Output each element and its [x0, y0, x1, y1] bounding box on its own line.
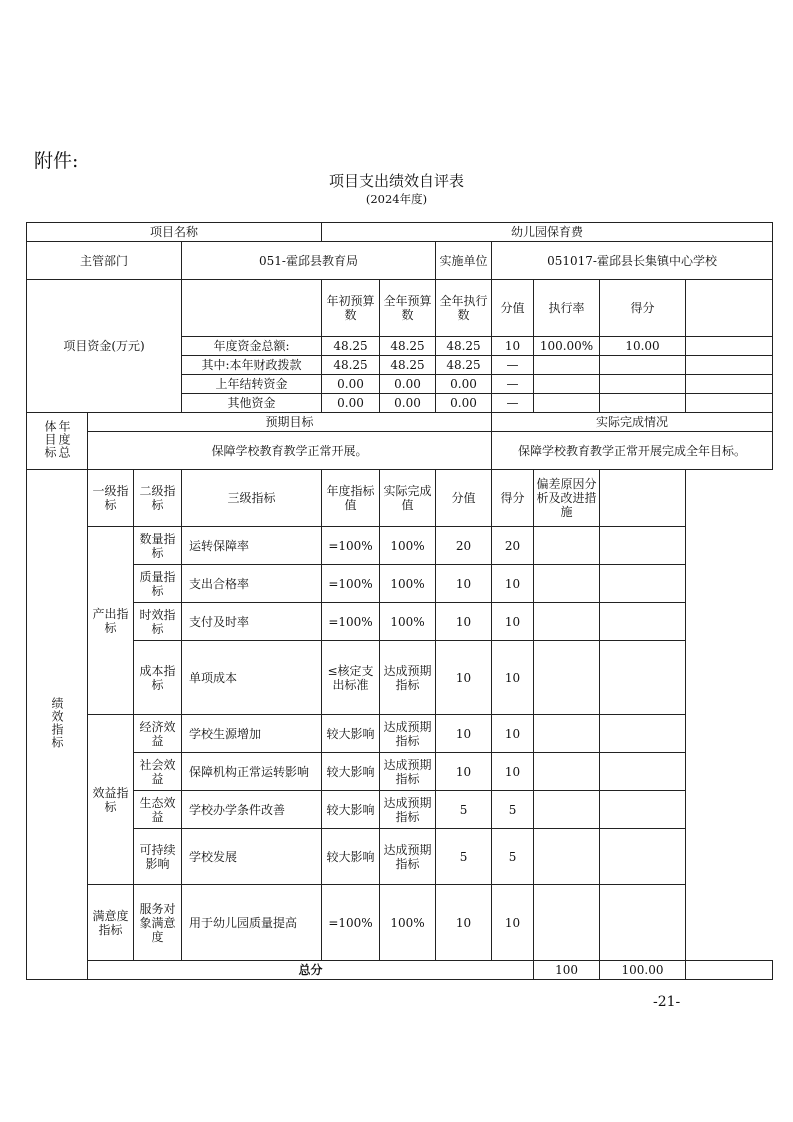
extra-cell	[600, 753, 686, 791]
level3-cell: 单项成本	[182, 641, 322, 715]
score-value-cell: 20	[436, 527, 492, 565]
target-cell: 较大影响	[322, 753, 380, 791]
extra-cell	[600, 641, 686, 715]
target-cell: 较大影响	[322, 715, 380, 753]
funds-header-blank	[182, 280, 322, 337]
indicators-label: 绩效指标	[50, 697, 64, 749]
funds-label: 项目资金(万元)	[27, 280, 182, 413]
level3-cell: 运转保障率	[182, 527, 322, 565]
deviation-cell	[534, 565, 600, 603]
actual-cell: 达成预期指标	[380, 829, 436, 885]
funds-header-row	[27, 280, 773, 337]
funds-header-score-value: 分值	[492, 280, 534, 337]
funds-row-initial: 0.00	[322, 375, 380, 394]
score-cell: 10	[492, 603, 534, 641]
deviation-cell	[534, 641, 600, 715]
total-label: 总分	[88, 961, 534, 980]
funds-row-score-value: —	[492, 375, 534, 394]
indicator-row	[27, 641, 773, 715]
total-score-value: 100	[534, 961, 600, 980]
ind-header-target: 年度指标值	[322, 470, 380, 527]
indicator-row	[27, 715, 773, 753]
score-value-cell: 10	[436, 641, 492, 715]
target-cell: =100%	[322, 603, 380, 641]
total-row	[27, 961, 773, 980]
funds-row-full-year: 48.25	[380, 356, 436, 375]
funds-header-score: 得分	[600, 280, 686, 337]
score-cell: 5	[492, 829, 534, 885]
funds-row-initial: 48.25	[322, 337, 380, 356]
funds-row-initial: 48.25	[322, 356, 380, 375]
dept-value: 051-霍邱县教育局	[182, 242, 436, 280]
score-cell: 10	[492, 753, 534, 791]
form-title: 项目支出绩效自评表	[328, 172, 464, 190]
funds-row-score-value: —	[492, 356, 534, 375]
goals-expected-label: 预期目标	[88, 413, 492, 432]
ind-header-extra	[600, 470, 686, 527]
target-cell: 较大影响	[322, 791, 380, 829]
score-cell: 20	[492, 527, 534, 565]
goals-label: 年度总体目标	[43, 420, 71, 459]
funds-row-rate: 100.00%	[534, 337, 600, 356]
funds-row-score: 10.00	[600, 337, 686, 356]
funds-header-executed: 全年执行数	[436, 280, 492, 337]
ind-header-level1: 一级指标	[88, 470, 134, 527]
funds-row-initial: 0.00	[322, 394, 380, 413]
target-cell: 较大影响	[322, 829, 380, 885]
score-value-cell: 10	[436, 715, 492, 753]
score-value-cell: 10	[436, 753, 492, 791]
level2-cell: 生态效益	[134, 791, 182, 829]
actual-cell: 100%	[380, 885, 436, 961]
goals-row	[27, 432, 773, 470]
score-value-cell: 10	[436, 603, 492, 641]
level2-cell: 时效指标	[134, 603, 182, 641]
score-value-cell: 5	[436, 829, 492, 885]
actual-cell: 达成预期指标	[380, 753, 436, 791]
funds-row-full-year: 0.00	[380, 375, 436, 394]
target-cell: =100%	[322, 885, 380, 961]
indicators-header-row	[27, 470, 773, 527]
extra-cell	[600, 829, 686, 885]
level3-cell: 支付及时率	[182, 603, 322, 641]
level1-cell: 满意度指标	[88, 885, 134, 961]
ind-header-deviation: 偏差原因分析及改进措施	[534, 470, 600, 527]
indicator-row	[27, 565, 773, 603]
funds-header-full-year: 全年预算数	[380, 280, 436, 337]
indicator-row	[27, 527, 773, 565]
indicators-label-cell	[27, 470, 88, 980]
indicator-row	[27, 885, 773, 961]
actual-cell: 100%	[380, 565, 436, 603]
extra-cell	[600, 565, 686, 603]
department-row	[27, 242, 773, 280]
score-value-cell: 10	[436, 565, 492, 603]
unit-label: 实施单位	[436, 242, 492, 280]
funds-row-score	[600, 356, 686, 375]
funds-row-label: 其中:本年财政拨款	[182, 356, 322, 375]
funds-row-full-year: 48.25	[380, 337, 436, 356]
indicator-row	[27, 829, 773, 885]
score-cell: 10	[492, 565, 534, 603]
score-value-cell: 5	[436, 791, 492, 829]
level2-cell: 社会效益	[134, 753, 182, 791]
funds-row-score-value: —	[492, 394, 534, 413]
goals-actual: 保障学校教育教学正常开展完成全年目标。	[492, 432, 773, 470]
extra-cell	[600, 885, 686, 961]
funds-row-rate	[534, 394, 600, 413]
unit-value: 051017-霍邱县长集镇中心学校	[492, 242, 773, 280]
level3-cell: 保障机构正常运转影响	[182, 753, 322, 791]
target-cell: ≤核定支出标准	[322, 641, 380, 715]
form-year: (2024年度)	[365, 192, 428, 206]
actual-cell: 达成预期指标	[380, 641, 436, 715]
target-cell: =100%	[322, 527, 380, 565]
performance-table	[26, 222, 773, 980]
actual-cell: 100%	[380, 527, 436, 565]
project-name-value: 幼儿园保育费	[322, 223, 773, 242]
funds-header-initial: 年初预算数	[322, 280, 380, 337]
level2-cell: 可持续影响	[134, 829, 182, 885]
funds-row-score	[600, 394, 686, 413]
project-name-label: 项目名称	[27, 223, 322, 242]
ind-header-score: 得分	[492, 470, 534, 527]
ind-header-level3: 三级指标	[182, 470, 322, 527]
level2-cell: 成本指标	[134, 641, 182, 715]
funds-row-full-year: 0.00	[380, 394, 436, 413]
level2-cell: 服务对象满意度	[134, 885, 182, 961]
funds-row-executed: 0.00	[436, 375, 492, 394]
goals-label-cell	[27, 413, 88, 470]
score-cell: 5	[492, 791, 534, 829]
level2-cell: 数量指标	[134, 527, 182, 565]
actual-cell: 100%	[380, 603, 436, 641]
funds-row-extra	[686, 375, 773, 394]
level1-cell: 效益指标	[88, 715, 134, 885]
level3-cell: 学校办学条件改善	[182, 791, 322, 829]
funds-row-score-value: 10	[492, 337, 534, 356]
deviation-cell	[534, 753, 600, 791]
level3-cell: 支出合格率	[182, 565, 322, 603]
funds-row-label: 其他资金	[182, 394, 322, 413]
deviation-cell	[534, 527, 600, 565]
extra-cell	[600, 527, 686, 565]
deviation-cell	[534, 829, 600, 885]
funds-row-executed: 48.25	[436, 356, 492, 375]
goals-actual-label: 实际完成情况	[492, 413, 773, 432]
funds-row-extra	[686, 356, 773, 375]
funds-row-score	[600, 375, 686, 394]
deviation-cell	[534, 603, 600, 641]
funds-row-label: 上年结转资金	[182, 375, 322, 394]
funds-row-rate	[534, 356, 600, 375]
deviation-cell	[534, 715, 600, 753]
score-cell: 10	[492, 885, 534, 961]
level3-cell: 学校生源增加	[182, 715, 322, 753]
ind-header-level2: 二级指标	[134, 470, 182, 527]
level2-cell: 经济效益	[134, 715, 182, 753]
actual-cell: 达成预期指标	[380, 791, 436, 829]
target-cell: =100%	[322, 565, 380, 603]
score-cell: 10	[492, 715, 534, 753]
deviation-cell	[534, 791, 600, 829]
funds-row-label: 年度资金总额:	[182, 337, 322, 356]
funds-header-rate: 执行率	[534, 280, 600, 337]
extra-cell	[600, 791, 686, 829]
attachment-label: 附件:	[34, 150, 79, 172]
total-score: 100.00	[600, 961, 686, 980]
indicator-row	[27, 603, 773, 641]
level1-cell: 产出指标	[88, 527, 134, 715]
project-name-row	[27, 223, 773, 242]
deviation-cell	[534, 885, 600, 961]
extra-cell	[600, 603, 686, 641]
ind-header-actual: 实际完成值	[380, 470, 436, 527]
dept-label: 主管部门	[27, 242, 182, 280]
actual-cell: 达成预期指标	[380, 715, 436, 753]
total-blank	[686, 961, 773, 980]
goals-header-row	[27, 413, 773, 432]
funds-row-extra	[686, 337, 773, 356]
score-cell: 10	[492, 641, 534, 715]
goals-expected: 保障学校教育教学正常开展。	[88, 432, 492, 470]
funds-header-extra	[686, 280, 773, 337]
indicator-row	[27, 753, 773, 791]
funds-row-extra	[686, 394, 773, 413]
level3-cell: 用于幼儿园质量提高	[182, 885, 322, 961]
funds-row-rate	[534, 375, 600, 394]
level2-cell: 质量指标	[134, 565, 182, 603]
score-value-cell: 10	[436, 885, 492, 961]
indicator-row	[27, 791, 773, 829]
extra-cell	[600, 715, 686, 753]
funds-row-executed: 0.00	[436, 394, 492, 413]
funds-row-executed: 48.25	[436, 337, 492, 356]
ind-header-score-value: 分值	[436, 470, 492, 527]
level3-cell: 学校发展	[182, 829, 322, 885]
page-number: -21-	[653, 994, 681, 1010]
